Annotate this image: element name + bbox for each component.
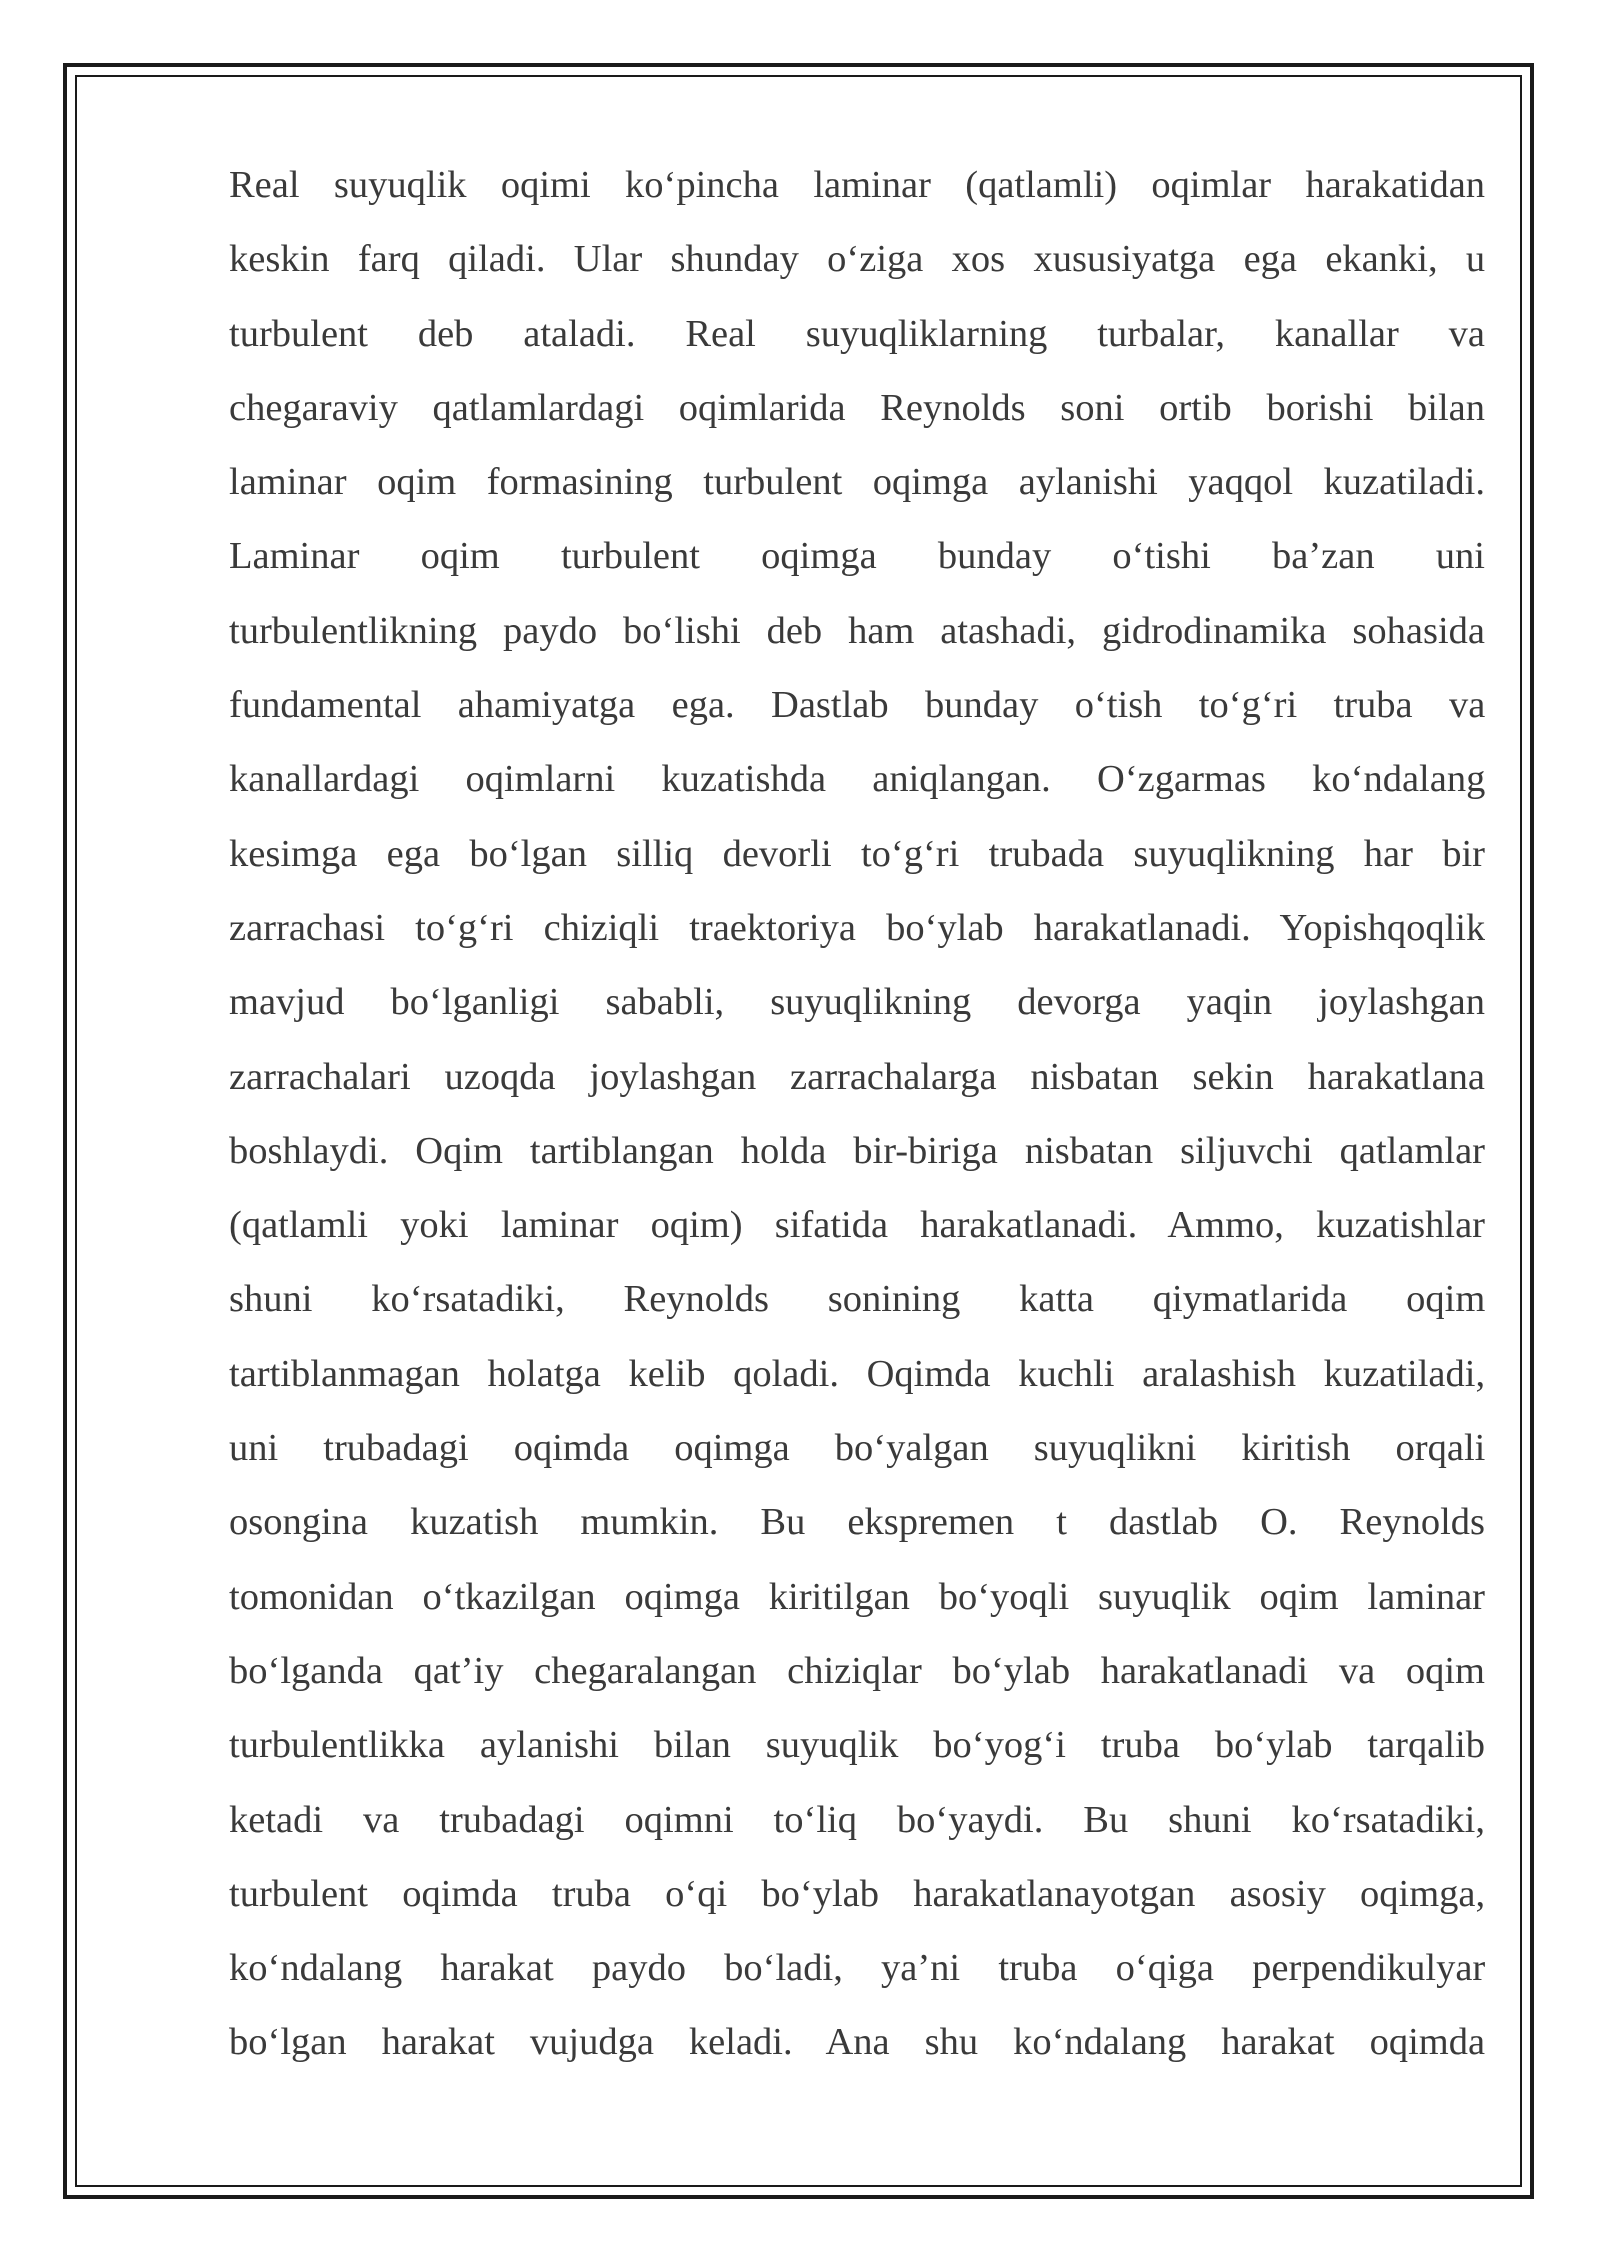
text-line: keskin farq qiladi. Ular shunday o‘ziga xos xususiyatga ega ekanki, u — [229, 238, 1485, 281]
text-line: tartiblanmagan holatga kelib qoladi. Oqimda kuchli aralashish kuzatiladi, — [229, 1352, 1485, 1395]
text-line: kanallardagi oqimlarni kuzatishda aniqlangan. O‘zgarmas ko‘ndalang — [229, 758, 1485, 801]
text-line: zarrachalari uzoqda joylashgan zarrachalarga nisbatan sekin harakatlana — [229, 1055, 1485, 1098]
text-line: Laminar oqim turbulent oqimga bunday o‘tishi ba’zan uni — [229, 535, 1485, 578]
text-line: kesimga ega bo‘lgan silliq devorli to‘g‘ri trubada suyuqlikning har bir — [229, 832, 1485, 875]
text-line: uni trubadagi oqimda oqimga bo‘yalgan suyuqlikni kiritish orqali — [229, 1427, 1485, 1470]
text-line: turbulentlikka aylanishi bilan suyuqlik bo‘yog‘i truba bo‘ylab tarqalib — [229, 1724, 1485, 1767]
text-line: turbulent deb ataladi. Real suyuqliklarning turbalar, kanallar va — [229, 312, 1485, 355]
text-line: laminar oqim formasining turbulent oqimga aylanishi yaqqol kuzatiladi. — [229, 461, 1485, 504]
text-line: bo‘lgan harakat vujudga keladi. Ana shu ko‘ndalang harakat oqimda — [229, 2021, 1485, 2064]
text-line: mavjud bo‘lganligi sababli, suyuqlikning devorga yaqin joylashgan — [229, 981, 1485, 1024]
text-line: chegaraviy qatlamlardagi oqimlarida Reynolds soni ortib borishi bilan — [229, 386, 1485, 429]
text-line: bo‘lganda qat’iy chegaralangan chiziqlar bo‘ylab harakatlanadi va oqim — [229, 1649, 1485, 1692]
text-line: fundamental ahamiyatga ega. Dastlab bunday o‘tish to‘g‘ri truba va — [229, 684, 1485, 727]
text-line: tomonidan o‘tkazilgan oqimga kiritilgan bo‘yoqli suyuqlik oqim laminar — [229, 1575, 1485, 1618]
text-line: ko‘ndalang harakat paydo bo‘ladi, ya’ni truba o‘qiga perpendikulyar — [229, 1947, 1485, 1990]
text-line: Real suyuqlik oqimi ko‘pincha laminar (qatlamli) oqimlar harakatidan — [229, 164, 1485, 206]
text-line: (qatlamli yoki laminar oqim) sifatida harakatlanadi. Ammo, kuzatishlar — [229, 1204, 1485, 1247]
text-line: zarrachasi to‘g‘ri chiziqli traektoriya bo‘ylab harakatlanadi. Yopishqoqlik — [229, 906, 1485, 949]
text-line: turbulentlikning paydo bo‘lishi deb ham atashadi, gidrodinamika sohasida — [229, 609, 1485, 652]
text-line: shuni ko‘rsatadiki, Reynolds sonining katta qiymatlarida oqim — [229, 1278, 1485, 1321]
text-line: ketadi va trubadagi oqimni to‘liq bo‘yaydi. Bu shuni ko‘rsatadiki, — [229, 1798, 1485, 1841]
body-text — [229, 148, 1485, 2080]
text-line: osongina kuzatish mumkin. Bu ekspremen t dastlab O. Reynolds — [229, 1501, 1485, 1544]
text-line: turbulent oqimda truba o‘qi bo‘ylab harakatlanayotgan asosiy oqimga, — [229, 1872, 1485, 1915]
text-line: boshlaydi. Oqim tartiblangan holda bir-biriga nisbatan siljuvchi qatlamlar — [229, 1129, 1485, 1172]
